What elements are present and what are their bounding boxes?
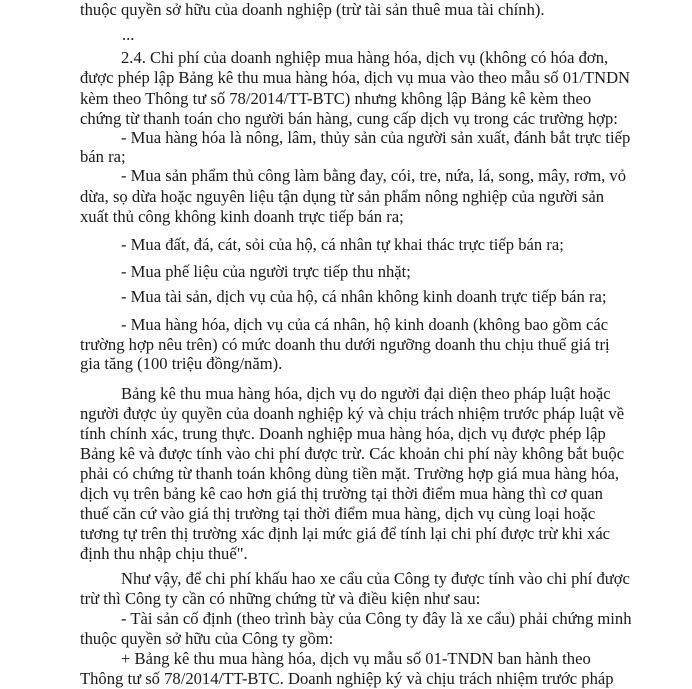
text-line: 2.4. Chi phí của doanh nghiệp mua hàng hóa, dịch vụ (không có hóa đơn,	[121, 48, 609, 67]
text-line: dịch vụ trên bảng kê cao hơn giá thị trường tại thời điểm mua hàng thì cơ quan	[80, 484, 603, 503]
text-line: người được ủy quyền của doanh nghiệp ký và chịu trách nhiệm trước pháp luật về	[80, 404, 625, 423]
text-line: - Tài sản cố định (theo trình bày của Công ty đây là xe cẩu) phải chứng minh	[121, 609, 632, 628]
ellipsis-line: ...	[122, 25, 135, 44]
text-line: - Mua hàng hóa, dịch vụ của cá nhân, hộ kinh doanh (không bao gồm các	[121, 315, 609, 334]
text-line: phải có chứng từ thanh toán không dùng tiền mặt. Trường hợp giá mua hàng hóa,	[80, 464, 620, 483]
text-line: - Mua phế liệu của người trực tiếp thu nhặt;	[121, 262, 411, 281]
text-line: chứng từ thanh toán cho người bán hàng, cung cấp dịch vụ trong các trường hợp:	[80, 109, 618, 128]
text-line: bán ra;	[80, 147, 126, 166]
text-line: - Mua hàng hóa là nông, lâm, thủy sản của người sản xuất, đánh bắt trực tiếp	[121, 128, 631, 147]
text-line: định thu nhập chịu thuế".	[80, 544, 248, 563]
text-line: Như vậy, để chi phí khấu hao xe cẩu của Công ty được tính vào chi phí được	[121, 569, 630, 588]
text-line: Thông tư số 78/2014/TT-BTC. Doanh nghiệp ký và chịu trách nhiệm trước pháp	[80, 669, 614, 688]
text-line: Bảng kê thu mua hàng hóa, dịch vụ do người đại diện theo pháp luật hoặc	[121, 384, 611, 403]
text-line: thuộc quyền sở hữu của Công ty gồm:	[80, 629, 334, 648]
text-line: xuất thủ công không kinh doanh trực tiếp bán ra;	[80, 207, 404, 226]
text-line: - Mua đất, đá, cát, sỏi của hộ, cá nhân tự khai thác trực tiếp bán ra;	[121, 235, 564, 254]
text-line: trường hợp nêu trên) có mức doanh thu dưới ngưỡng doanh thu chịu thuế giá trị	[80, 335, 610, 354]
text-line: tính chính xác, trung thực. Doanh nghiệp mua hàng hóa, dịch vụ được phép lập	[80, 424, 606, 443]
text-line: tương tự trên thị trường xác định lại mức giá để tính lại chi phí được trừ khi xác	[80, 524, 611, 543]
text-line: gia tăng (100 triệu đồng/năm).	[80, 354, 283, 373]
text-line: + Bảng kê thu mua hàng hóa, dịch vụ mẫu số 01-TNDN ban hành theo	[121, 649, 591, 668]
text-line: Bảng kê và được tính vào chi phí được trừ. Các khoản chi phí này không bắt buộc	[80, 444, 625, 463]
text-line: thuế căn cứ vào giá thị trường tại thời điểm mua hàng, dịch vụ cùng loại hoặc	[80, 504, 596, 523]
text-line: - Mua sản phẩm thủ công làm bằng đay, cói, tre, nứa, lá, song, mây, rơm, vỏ	[121, 166, 627, 185]
text-line: kèm theo Thông tư số 78/2014/TT-BTC) nhưng không lập Bảng kê kèm theo	[80, 89, 592, 108]
text-line: được phép lập Bảng kê thu mua hàng hóa, dịch vụ mua vào theo mẫu số 01/TNDN	[80, 68, 631, 87]
text-line: thuộc quyền sở hữu của doanh nghiệp (trừ tài sản thuê mua tài chính).	[80, 0, 545, 19]
text-line: - Mua tài sản, dịch vụ của hộ, cá nhân không kinh doanh trực tiếp bán ra;	[121, 287, 607, 306]
text-line: dừa, sọ dừa hoặc nguyên liệu tận dụng từ sản phẩm nông nghiệp của người sản	[80, 187, 605, 206]
text-line: trừ thì Công ty cần có những chứng từ và điều kiện như sau:	[80, 589, 481, 608]
